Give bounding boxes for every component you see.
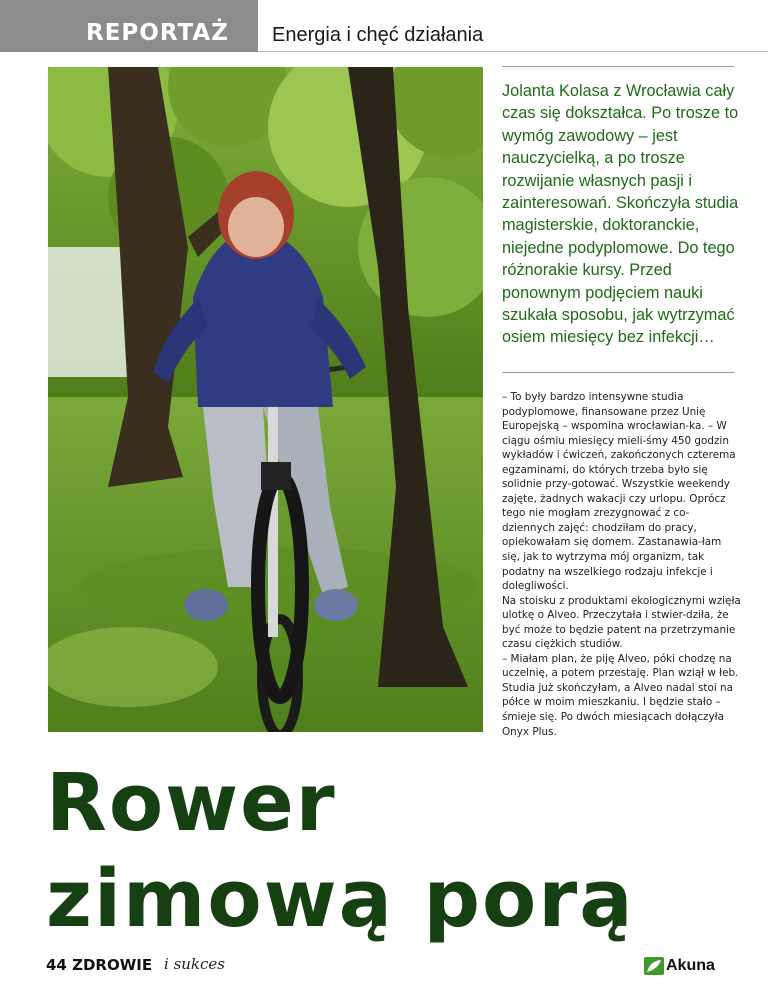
title-line-2: zimową porą <box>46 853 635 945</box>
article-title <box>46 755 746 947</box>
footer-page-magazine: 44 ZDROWIE <box>46 956 153 974</box>
footer-magazine-sub: i sukces <box>164 955 225 973</box>
lead-bottom-rule <box>502 372 734 373</box>
cyclist-illustration <box>48 67 483 732</box>
cyclist-photo <box>48 67 483 732</box>
brand-name: Akuna <box>666 957 715 974</box>
lead-paragraph: Jolanta Kolasa z Wrocławia cały czas się dokształca. Po trosze to wymóg zawodowy – jest nauczycielką, a po trosze rozwijanie własnych pasji i zainteresowań. Skończyła studia magisterskie, doktoranckie, niejedne podyplomowe. Do tego różnorakie kursy. Przed ponownym podjęciem nauki szukała sposobu, jak wytrzymać osiem miesięcy bez infekcji… <box>502 82 739 347</box>
akuna-logo <box>644 955 715 977</box>
title-line-1: Rower <box>46 757 337 849</box>
header-rule <box>258 51 768 52</box>
akuna-leaf-icon <box>644 957 664 975</box>
section-subtitle: Energia i chęć działania <box>272 24 484 46</box>
lead-top-rule <box>502 66 734 67</box>
article-body: – To były bardzo intensywne studia podyplomowe, finansowane przez Unię Europejską – wspomina wrocławian-ka. – W ciągu ośmiu miesięcy mieli-śmy 450 godzin wykładów i ćwiczeń, zakończonych czterema egzaminami, do których trzeba było się solidnie przy-gotować. Wszystkie weekendy zajęte, żadnych wakacji czy urlopu. Oprócz tego nie mogłam zrezygnować z co-dziennych zajęć: chodziłam do pracy, opiekowałam się domem. Zastanawia-łam się, jak to wytrzyma mój organizm, tak podatny na wszelkiego rodzaju infekcje i dolegliwości. Na stoisku z produktami ekologicznymi wzięła ulotkę o Alveo. Przeczytała i stwier-dziła, że być może to będzie patent na przetrzymanie czasu ciężkich studiów. – Miałam plan, że piję Alveo, póki chodzę na uczelnię, a potem przestaję. Plan wziął w łeb. Studia już skończyłam, a Alveo nadal stoi na półce w moim mieszkaniu. I będzie stało – śmieje się. Po dwóch miesiącach dołączyła Onyx Plus. <box>502 391 741 738</box>
section-label: REPORTAŻ <box>86 20 229 46</box>
